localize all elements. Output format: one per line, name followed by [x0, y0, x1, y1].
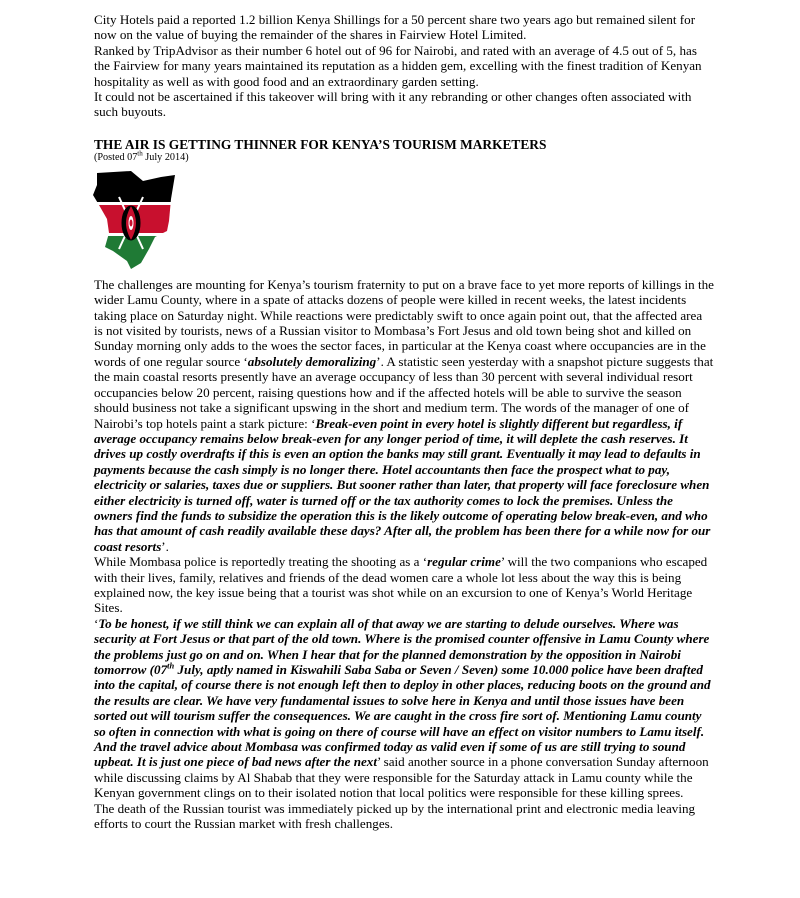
article-body: [94, 277, 714, 832]
article-paragraph-1: [94, 277, 714, 554]
article-paragraph-3: [94, 616, 714, 801]
para3-quote-sup: th: [167, 660, 175, 671]
para1-text-e: ’.: [161, 538, 169, 554]
para3-quote-part-2: July, aptly named in Kiswahili Saba Saba or Seven / Seven) some 10.000 police have been drafted into the capital, of course there is not enough left then to deploy in other places, reducing boots on the ground and the results are clear. We have very fundamental issues to solve here in Kenya and until those issues have been sorted out will tourism suffer the consequences. We are caught in the cross fire sort of. Mentioning Lamu county so often in connection with what is going on there of course will have an effect on visitor numbers to Lamu itself. And the travel advice about Mombasa was confirmed today as valid even if some of us are still trying to sound upbeat. It is just one piece of bad news after the next: [94, 662, 711, 770]
para3-open-quote: ‘: [94, 615, 99, 631]
document-page: [94, 12, 714, 831]
para1-quote-manager: Break-even point in every hotel is slightly different but regardless, if average occupancy remains below break-even for any longer period of time, it will deplete the cash reserves. It drives up costly overdrafts if this is even an option the banks may still grant. Eventually it may lead to defaults in payments because the cash simply is no longer there. Hotel accountants then face the prospect what to pay, electricity or salaries, taxes due or suppliers. But sooner rather than later, that property will face foreclosure when either electricity is turned off, water is turned off or the tax authority comes to lock the premises. Unless the owners find the funds to subsidize the operation this is the likely outcome of operating below break-even, and who has that amount of cash readily available these days? After all, the problem has been there for a while now for our coast resorts: [94, 415, 711, 554]
intro-paragraph-3: It could not be ascertained if this takeover will bring with it any rebranding or other changes often associated with such buyouts.: [94, 89, 692, 120]
article-paragraph-2: [94, 554, 714, 616]
intro-section: [94, 12, 714, 120]
intro-paragraph-2: Ranked by TripAdvisor as their number 6 hotel out of 96 for Nairobi, and rated with an average of 4.5 out of 5, has the Fairview for many years maintained its reputation as a hidden gem, excelling with the finest tradition of Kenyan hospitality as well as with good food and an extraordinary garden setting.: [94, 42, 702, 89]
article-paragraph-4: The death of the Russian tourist was immediately picked up by the international print and electronic media leaving efforts to court the Russian market with fresh challenges.: [94, 800, 696, 832]
para2-text-a: While Mombasa police is reportedly treating the shooting as a ‘: [94, 554, 428, 570]
para3-text-d: ’ said another source in a phone conversation Sunday afternoon while discussing claims by Al Shabab that they were responsible for the Saturday attack in Lamu county while the Kenyan government clings on to their isolated notion that local politics were responsible for these killing sprees.: [94, 754, 709, 801]
posted-date-prefix: (Posted 07: [94, 151, 138, 163]
para1-text-a: The challenges are mounting for Kenya’s tourism fraternity to put on a brave face to yet more reports of killings in the wider Lamu County, where in a spate of attacks dozens of people were killed in recent weeks, the latest incidents taking place on Saturday night. While reactions were predictably swift to once again point out, that the affected area is not visited by tourists, news of a Russian visitor to Mombasa’s Fort Jesus and old town being shot and killed on Sunday morning only adds to the woes the sector faces, in particular at the Kenya coast where occupancies are in the words of one regular source ‘: [94, 276, 714, 369]
para2-quote: regular crime: [427, 554, 501, 570]
para3-quote-part-1: To be honest, if we still think we can explain all of that away we are starting to delude ourselves. Where was security at Fort Jesus or that part of the old town. Where is the promised counter offensive in Lamu County where the problems just go on and on. When I hear that for the planned demonstration by the opposition in Nairobi tomorrow (07: [94, 615, 710, 677]
posted-date-suffix-sup: th: [137, 149, 143, 158]
kenya-flag-map-icon: [91, 169, 185, 269]
posted-date: [94, 149, 714, 164]
intro-paragraph-1: City Hotels paid a reported 1.2 billion Kenya Shillings for a 50 percent share two years ago but remained silent for now on the value of buying the remainder of the shares in Fairview Hotel Limited.: [94, 12, 696, 43]
para1-quote-short: absolutely demoralizing: [247, 353, 377, 369]
article-title: THE AIR IS GETTING THINNER FOR KENYA’S TOURISM MARKETERS: [94, 136, 547, 152]
posted-date-rest: July 2014): [142, 151, 189, 163]
para2-text-c: ’ will the two companions who escaped with their lives, family, relatives and friends of the dead women care a whole lot less about the way this is being explained now, the key issue being that a tourist was shot while on an excursion to one of Kenya’s World Heritage Sites.: [94, 554, 708, 616]
para1-text-c: ’. A statistic seen yesterday with a snapshot picture suggests that the main coastal resorts presently have an average occupancy of less than 30 percent with several individual resort occupancies below 20 percent, raising questions how and if the affected hotels will be able to survive the season should business not take a significant upswing in the short and medium term. The words of the manager of one of Nairobi’s top hotels paint a stark picture: ‘: [94, 353, 714, 431]
